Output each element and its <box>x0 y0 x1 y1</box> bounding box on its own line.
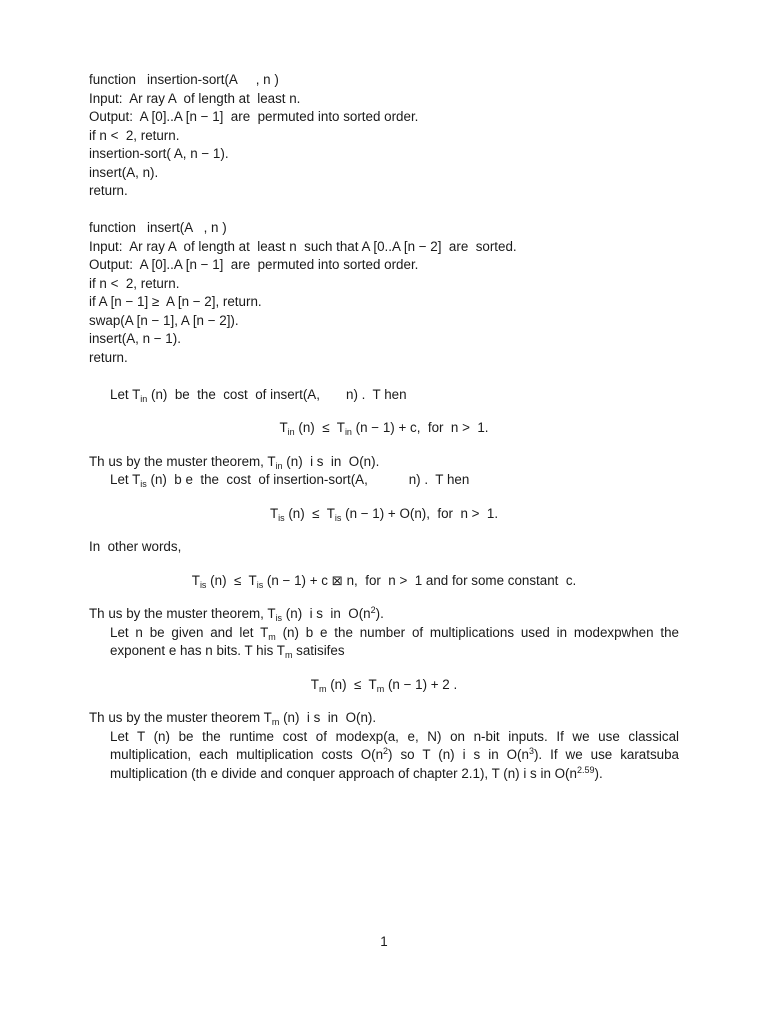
paragraph-modexp-runtime: Let T (n) be the runtime cost of modexp(a, e, N) on n-bit inputs. If we use classical multiplication, each multiplication costs $O(n^2)$ so T (n) i s in $O(n^3)$. If we use karatsuba multiplication (th e divide and conquer approach of chapter 2.1), T (n) i s in $O(n^{2.59})$. <box>110 728 679 781</box>
equation-modexp-recurrence: $T_m$ $(n) \le T_m$ (n − 1) + 2 . <box>310 676 458 694</box>
code-line: return. <box>89 349 128 365</box>
equation-insertion-sort-constant: $T_{is}$ $(n) \le T_{is}$ (n − 1) + c ⊠ n, for n > 1 and for some constant c. <box>191 572 577 590</box>
code-line: if n < 2, return. <box>89 275 180 291</box>
page-number: 1 <box>380 934 388 949</box>
code-line: function insert(A , n ) <box>89 220 227 235</box>
equation-insert-recurrence: $T_{in}$ $(n) \le T_{in}$ (n − 1) + c, for n > 1. <box>279 420 489 437</box>
code-line: insertion-sort( A, n − 1). <box>89 146 229 161</box>
code-line: insert(A, n − 1). <box>89 331 181 346</box>
insert-pseudocode <box>89 219 679 367</box>
code-line: if A [n − 1] ≥ A [n − 2], return. <box>89 294 262 309</box>
paragraph-insert-cost: Let $T_{in}$ (n) be the cost of insert(A, n) . T hen <box>110 386 407 404</box>
paragraph-insertion-sort-result: Th us by the muster theorem, $T_{is}$ (n) i s in $O(n^2)$. <box>89 605 384 623</box>
code-line: insert(A, n). <box>89 164 159 180</box>
code-line: return. <box>89 183 128 198</box>
paragraph-insertion-sort-cost: Let $T_{is}$ (n) b e the cost of insertion-sort(A, n) . T hen <box>110 472 470 489</box>
paragraph-modexp-multiplications: Let n be given and let $T_m$ (n) b e the number of multiplications used in modexpwhen the exponent e has n bits. T his $T_m$ satisifes <box>110 624 679 660</box>
code-line: if n < 2, return. <box>89 127 180 143</box>
paragraph-other-words: In other words, <box>89 539 182 554</box>
document-body <box>89 71 679 783</box>
paragraph-modexp-result: Th us by the muster theorem $T_m$ (n) i s in O(n). <box>89 710 377 727</box>
code-line: Output: A [0]..A [n − 1] are permuted into sorted order. <box>89 257 419 272</box>
code-line: swap(A [n − 1], A [n − 2]). <box>89 312 239 328</box>
code-line: function insertion-sort(A , n ) <box>89 72 279 87</box>
code-line: Output: A [0]..A [n − 1] are permuted into sorted order. <box>89 109 419 124</box>
equation-insertion-sort-recurrence: $T_{is}$ $(n) \le T_{is}$ (n − 1) + O(n), for n > 1. <box>269 505 499 523</box>
paragraph-insert-result: Th us by the muster theorem, $T_{in}$ (n) i s in O(n). <box>89 453 380 471</box>
code-line: Input: Ar ray A of length at least n. <box>89 90 301 106</box>
code-line: Input: Ar ray A of length at least n such that A [0..A [n − 2] are sorted. <box>89 238 517 254</box>
insertion-sort-pseudocode <box>89 71 679 201</box>
